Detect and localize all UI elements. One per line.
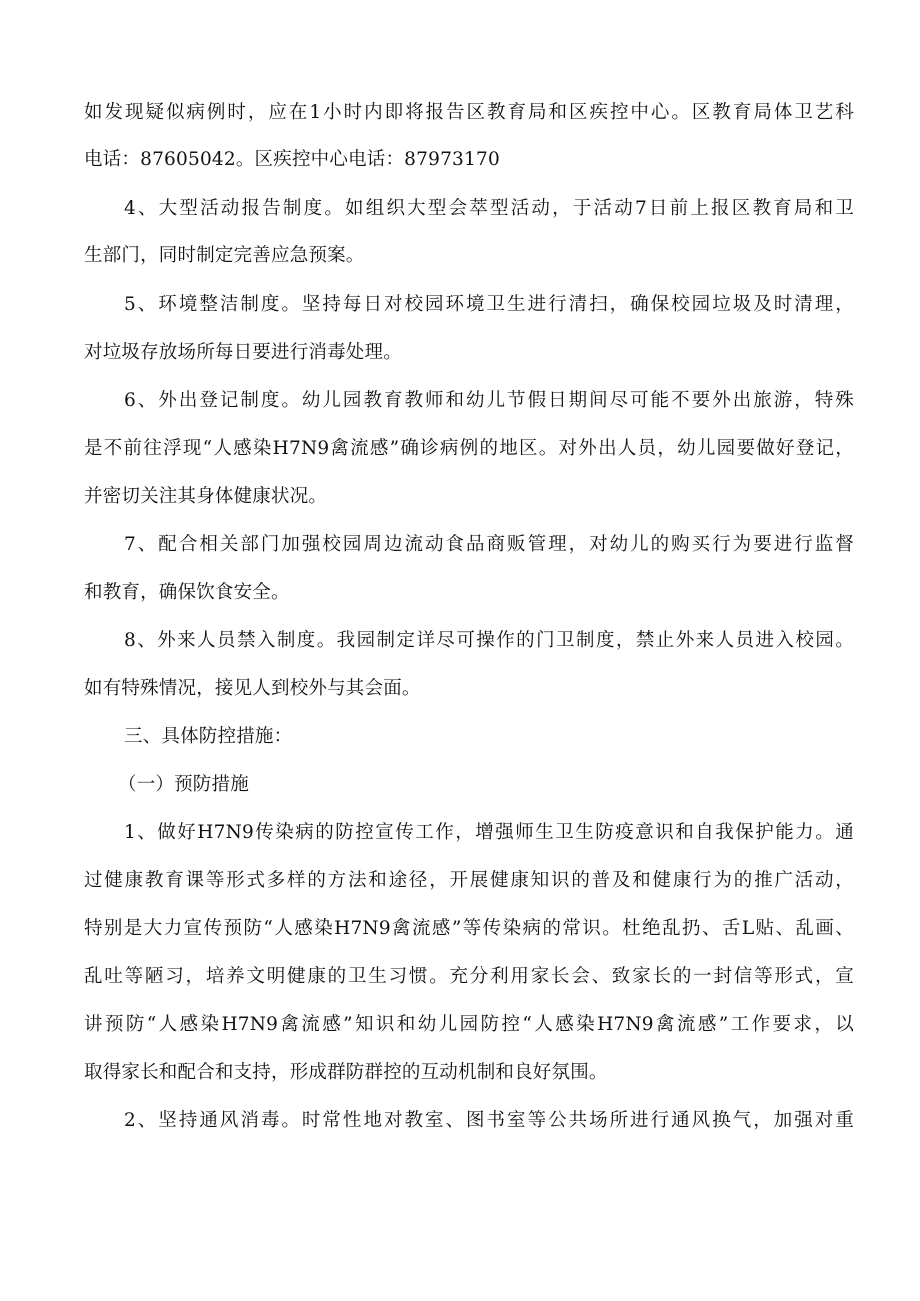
text-line: 并密切关注其身体健康状况。 [84, 486, 328, 507]
text-line: 乱吐等陋习，培养文明健康的卫生习惯。充分利用家长会、致家长的一封信等形式，宣 [84, 966, 854, 987]
text-line: 7、配合相关部门加强校园周边流动食品商贩管理，对幼儿的购买行为要进行监督 [124, 534, 854, 555]
text-line: 是不前往浮现“人感染H7N9禽流感”确诊病例的地区。对外出人员，幼儿园要做好登记， [84, 438, 854, 459]
text-line: 2、坚持通风消毒。时常性地对教室、图书室等公共场所进行通风换气，加强对重 [124, 1110, 854, 1131]
section-heading: 三、具体防控措施： [124, 726, 293, 747]
text-line: 讲预防“人感染H7N9禽流感”知识和幼儿园防控“人感染H7N9禽流感”工作要求，以 [84, 1014, 854, 1035]
text-line: 特别是大力宣传预防“人感染H7N9禽流感”等传染病的常识。杜绝乱扔、舌L贴、乱画、 [84, 918, 854, 939]
text-line: 如有特殊情况，接见人到校外与其会面。 [84, 678, 421, 699]
text-line: 8、外来人员禁入制度。我园制定详尽可操作的门卫制度，禁止外来人员进入校园。 [124, 630, 854, 651]
subsection-heading: （一）预防措施 [118, 774, 249, 795]
text-line: 6、外出登记制度。幼儿园教育教师和幼儿节假日期间尽可能不要外出旅游，特殊 [124, 390, 854, 411]
text-line: 1、做好H7N9传染病的防控宣传工作，增强师生卫生防疫意识和自我保护能力。通 [124, 822, 854, 843]
text-line: 如发现疑似病例时，应在1小时内即将报告区教育局和区疾控中心。区教育局体卫艺科 [84, 102, 854, 123]
text-line: 和教育，确保饮食安全。 [84, 582, 290, 603]
text-line: 4、大型活动报告制度。如组织大型会萃型活动，于活动7日前上报区教育局和卫 [124, 198, 854, 219]
text-line: 5、环境整洁制度。坚持每日对校园环境卫生进行清扫，确保校园垃圾及时清理， [124, 294, 854, 315]
text-line: 取得家长和配合和支持，形成群防群控的互动机制和良好氛围。 [84, 1062, 608, 1083]
text-line: 电话：87605042。区疾控中心电话：87973170 [84, 149, 500, 170]
text-line: 生部门，同时制定完善应急预案。 [84, 245, 365, 266]
text-line: 对垃圾存放场所每日要进行消毒处理。 [84, 342, 402, 363]
text-line: 过健康教育课等形式多样的方法和途径，开展健康知识的普及和健康行为的推广活动， [84, 870, 854, 891]
